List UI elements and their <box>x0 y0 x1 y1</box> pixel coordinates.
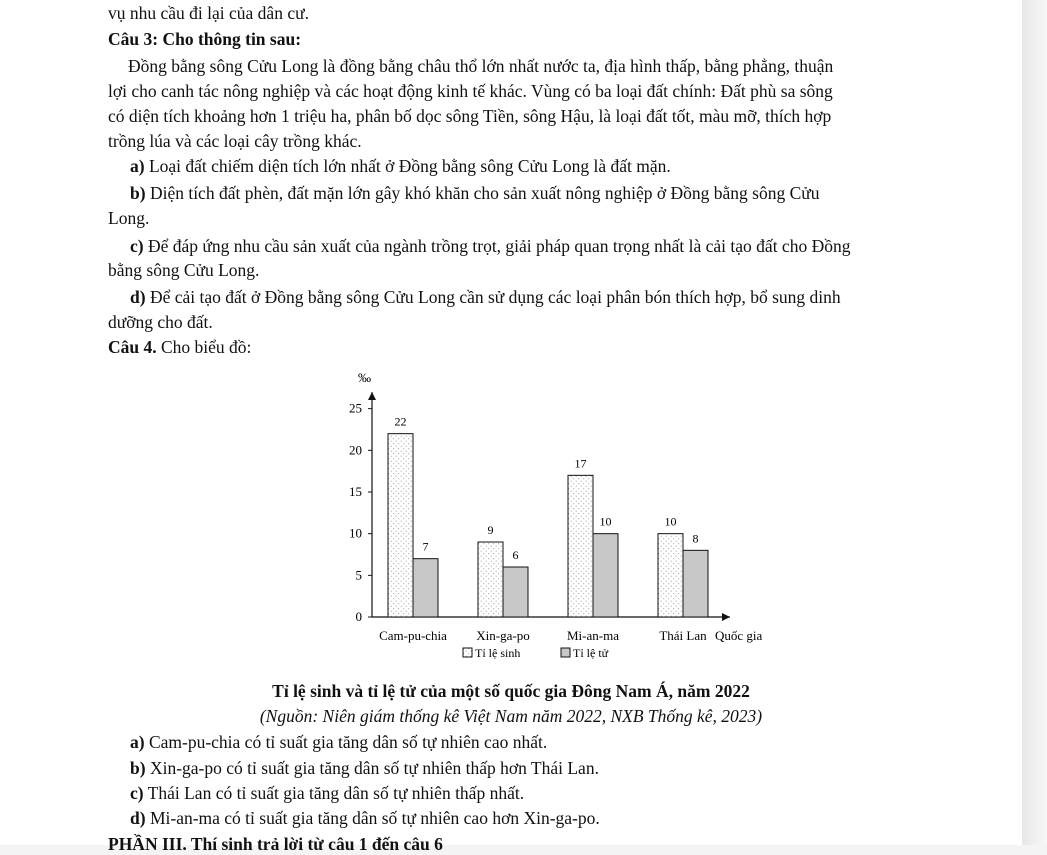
statement-4a <box>130 731 547 753</box>
bar-birth-value-label: 17 <box>574 456 587 471</box>
statement-3a-label: a) <box>130 156 145 176</box>
y-axis-unit-label: ‰ <box>358 370 371 385</box>
chart-source: (Nguồn: Niên giám thống kê Việt Nam năm 2022, NXB Thống kê, 2023) <box>259 706 763 726</box>
statement-3a-text: Loại đất chiếm diện tích lớn nhất ở Đồng bằng sông Cửu Long là đất mặn. <box>144 156 671 176</box>
bar-birth-value-label: 10 <box>664 514 677 529</box>
paragraph-line-3: có diện tích khoảng hơn 1 triệu ha, phân bố dọc sông Tiền, sông Hậu, là loại đất tốt, màu mỡ, thích hợp <box>108 106 832 126</box>
y-axis-arrow <box>368 392 376 400</box>
statement-4b-label: b) <box>130 758 146 778</box>
statement-4c <box>130 782 524 804</box>
statement-4d-text: Mi-an-ma có tỉ suất gia tăng dân số tự nhiên cao hơn Xin-ga-po. <box>145 808 600 828</box>
y-tick-label: 20 <box>349 442 362 458</box>
statement-3d-label: d) <box>130 287 146 307</box>
paragraph-line-4: trồng lúa và các loại cây trồng khác. <box>108 131 362 151</box>
y-tick-label: 0 <box>355 609 362 624</box>
bar-birth-rate <box>568 475 593 617</box>
statement-3b-text: Diện tích đất phèn, đất mặn lớn gây khó khăn cho sản xuất nông nghiệp ở Đồng bằng sông Cửu <box>145 183 820 203</box>
x-axis-title: Quốc gia <box>715 628 763 643</box>
statement-3b <box>130 182 819 204</box>
statement-3a <box>130 155 671 177</box>
bar-death-rate <box>593 534 618 617</box>
bar-birth-value-label: 22 <box>394 414 407 429</box>
paragraph-line-1: Đồng bằng sông Cửu Long là đồng bằng châu thổ lớn nhất nước ta, địa hình thấp, bằng phẳng, thuận <box>128 56 834 76</box>
statement-3c-text: Để đáp ứng nhu cầu sản xuất của ngành trồng trọt, giải pháp quan trọng nhất là cải tạo đất cho Đồng <box>143 236 851 256</box>
legend-swatch-birth <box>463 648 472 657</box>
question-3-label: Câu 3: <box>108 29 159 49</box>
statement-3c-label: c) <box>130 236 144 256</box>
statement-4c-text: Thái Lan có tỉ suất gia tăng dân số tự nhiên thấp nhất. <box>143 783 525 803</box>
bar-death-value-label: 6 <box>512 548 519 562</box>
bar-death-rate <box>413 559 438 617</box>
bar-birth-rate <box>388 434 413 617</box>
bar-death-value-label: 7 <box>422 539 429 554</box>
statement-3c <box>130 235 850 257</box>
question-4-heading <box>108 336 251 358</box>
bar-birth-rate <box>478 542 503 617</box>
statement-4b-text: Xin-ga-po có tỉ suất gia tăng dân số tự nhiên thấp hơn Thái Lan. <box>145 758 599 778</box>
y-tick-label: 10 <box>349 525 362 541</box>
y-tick-label: 25 <box>349 400 362 416</box>
statement-4a-text: Cam-pu-chia có tỉ suất gia tăng dân số tự nhiên cao nhất. <box>144 732 548 752</box>
statement-3d <box>130 286 841 308</box>
question-4-title: Cho biểu đồ: <box>156 337 252 357</box>
legend-label-death: Tỉ lệ tử <box>573 646 609 660</box>
section-footer: PHẦN III. Thí sinh trả lời từ câu 1 đến câu 6 <box>108 834 443 854</box>
statement-4a-label: a) <box>130 732 145 752</box>
question-4-label: Câu 4. <box>108 337 157 357</box>
statement-3c-cont: bằng sông Cửu Long. <box>108 260 260 280</box>
bar-death-value-label: 10 <box>599 514 612 529</box>
statement-4d-label: d) <box>130 808 146 828</box>
category-label: Cam-pu-chia <box>379 628 447 643</box>
bar-death-value-label: 8 <box>692 531 699 546</box>
legend-label-birth: Tỉ lệ sinh <box>475 646 521 660</box>
statement-4d <box>130 807 600 829</box>
text-line-0: vụ nhu cầu đi lại của dân cư. <box>108 3 309 23</box>
legend-swatch-death <box>561 648 570 657</box>
question-3-title: Cho thông tin sau: <box>158 29 302 49</box>
category-label: Mi-an-ma <box>567 628 619 643</box>
statement-4c-label: c) <box>130 783 144 803</box>
statement-4b <box>130 757 599 779</box>
paragraph-line-2: lợi cho canh tác nông nghiệp và các hoạt động kinh tế khác. Vùng có ba loại đất chính: Đất phù sa sông <box>108 81 833 101</box>
birth-death-rate-chart <box>320 360 790 670</box>
statement-3b-cont: Long. <box>108 208 150 228</box>
statement-3d-cont: dưỡng cho đất. <box>108 312 213 332</box>
page-edge-shadow <box>1022 0 1047 845</box>
statement-3d-text: Để cải tạo đất ở Đồng bằng sông Cửu Long cần sử dụng các loại phân bón thích hợp, bổ sung dinh <box>145 287 841 307</box>
category-label: Xin-ga-po <box>476 628 530 643</box>
bar-birth-rate <box>658 534 683 617</box>
question-3-heading <box>108 28 301 50</box>
statement-3b-label: b) <box>130 183 146 203</box>
x-axis-arrow <box>722 613 730 621</box>
category-label: Thái Lan <box>659 628 707 643</box>
bar-death-rate <box>683 550 708 617</box>
chart-caption: Tỉ lệ sinh và tỉ lệ tử của một số quốc gia Đông Nam Á, năm 2022 <box>272 681 750 701</box>
bar-death-rate <box>503 567 528 617</box>
y-tick-label: 5 <box>355 567 362 583</box>
bar-birth-value-label: 9 <box>487 523 494 537</box>
y-tick-label: 15 <box>349 484 362 499</box>
